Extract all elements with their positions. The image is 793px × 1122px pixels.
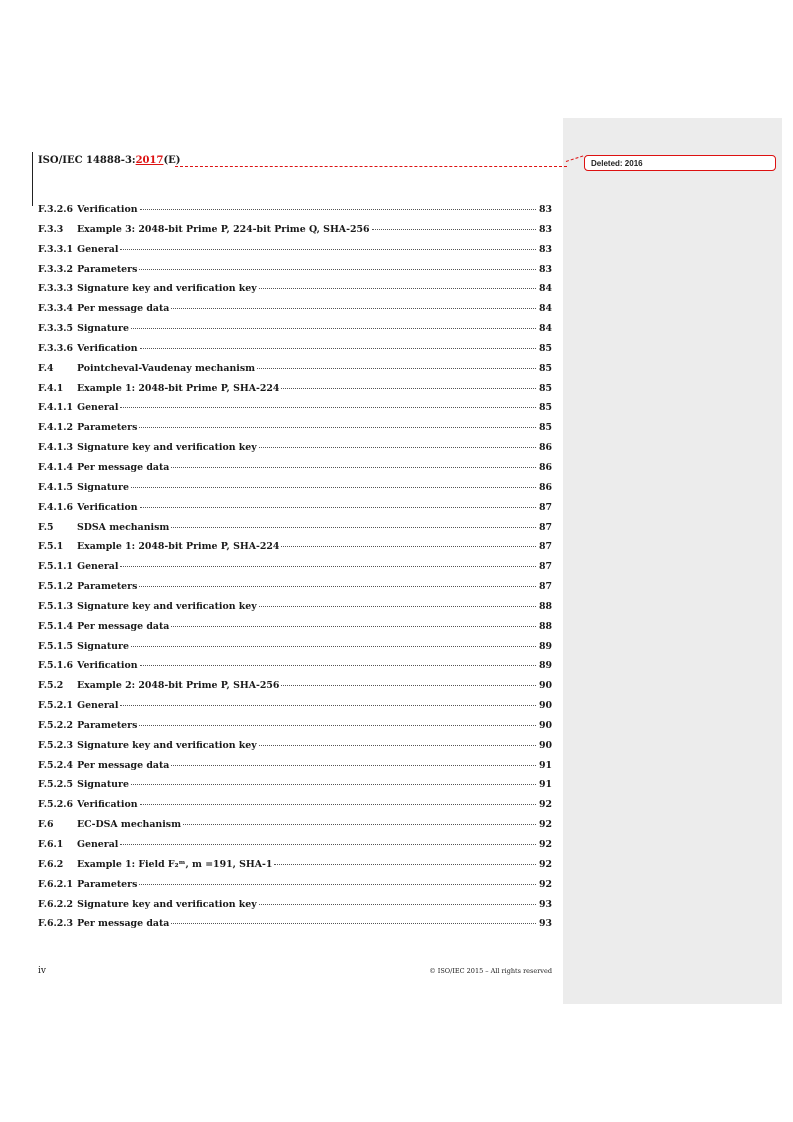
toc-entry-number: F.5.2.2 (38, 719, 74, 731)
toc-entry-number: F.6 (38, 819, 54, 831)
toc-entry-number: F.4.1.4 (38, 461, 74, 473)
toc-dot-leader (274, 864, 536, 865)
toc-entry[interactable] (38, 323, 552, 343)
toc-entry-page: 87 (538, 581, 552, 593)
toc-entry-number: F.4 (38, 362, 54, 374)
toc-entry-title: General (77, 402, 119, 414)
toc-entry-page: 84 (538, 283, 552, 295)
header-inserted-year[interactable]: 2017 (135, 155, 164, 166)
toc-entry-title: Example 3: 2048-bit Prime P, 224-bit Prime Q, SHA-256 (77, 223, 370, 235)
toc-entry-number: F.5.2.5 (38, 779, 74, 791)
toc-dot-leader (281, 388, 536, 389)
toc-entry-page: 85 (538, 422, 552, 434)
toc-entry-title: Parameters (77, 422, 138, 434)
toc-entry-title: Per message data (77, 918, 170, 930)
toc-entry-page: 92 (538, 878, 552, 890)
toc-entry-number: F.5.2 (38, 680, 64, 692)
toc-entry-page: 85 (538, 382, 552, 394)
toc-entry-title: Signature key and verification key (77, 600, 257, 612)
toc-dot-leader (259, 904, 536, 905)
toc-entry[interactable] (38, 799, 552, 819)
toc-entry-number: F.3.3 (38, 223, 64, 235)
toc-entry-number: F.5.1 (38, 541, 64, 553)
toc-entry-page: 90 (538, 739, 552, 751)
toc-dot-leader (120, 844, 536, 845)
toc-entry-number: F.3.3.2 (38, 263, 74, 275)
toc-entry-page: 85 (538, 402, 552, 414)
toc-entry-title: SDSA mechanism (77, 521, 170, 533)
toc-entry[interactable] (38, 859, 552, 879)
toc-entry-number: F.4.1.5 (38, 481, 74, 493)
toc-entry-page: 83 (538, 263, 552, 275)
toc-dot-leader (140, 348, 536, 349)
toc-entry-page: 87 (538, 541, 552, 553)
toc-entry-page: 92 (538, 819, 552, 831)
header-suffix: (E) (163, 155, 181, 166)
toc-entry-number: F.5.2.3 (38, 739, 74, 751)
toc-dot-leader (281, 685, 536, 686)
toc-entry-title: Parameters (77, 581, 138, 593)
toc-entry-number: F.5.1.3 (38, 600, 74, 612)
toc-entry-title: Example 2: 2048-bit Prime P, SHA-256 (77, 680, 280, 692)
toc-entry-number: F.3.3.1 (38, 243, 74, 255)
toc-dot-leader (120, 566, 536, 567)
toc-entry[interactable] (38, 720, 552, 740)
toc-entry[interactable] (38, 522, 552, 542)
toc-entry-page: 90 (538, 700, 552, 712)
toc-entry-page: 86 (538, 481, 552, 493)
toc-entry-page: 89 (538, 660, 552, 672)
toc-dot-leader (171, 923, 536, 924)
toc-entry-number: F.6.1 (38, 839, 64, 850)
toc-dot-leader (140, 209, 536, 210)
toc-entry-page: 91 (538, 759, 552, 771)
toc-entry-page: 93 (538, 918, 552, 930)
toc-entry-title: Example 1: Field F₂ᵐ, m =191, SHA-1 (77, 858, 273, 870)
toc-entry-page: 87 (538, 561, 552, 573)
toc-entry-title: Per message data (77, 620, 170, 632)
toc-entry-page: 87 (538, 501, 552, 513)
toc-entry[interactable] (38, 462, 552, 482)
toc-entry[interactable] (38, 879, 552, 899)
toc-entry-title: Example 1: 2048-bit Prime P, SHA-224 (77, 382, 280, 394)
toc-entry[interactable] (38, 621, 552, 641)
toc-entry-page: 84 (538, 303, 552, 315)
toc-entry[interactable] (38, 819, 552, 839)
toc-entry-number: F.4.1.3 (38, 442, 74, 454)
page-number: iv (38, 966, 46, 976)
toc-entry-title: Signature key and verification key (77, 442, 257, 454)
toc-dot-leader (139, 884, 536, 885)
toc-entry-number: F.4.1 (38, 382, 64, 394)
toc-entry-page: 90 (538, 680, 552, 692)
toc-entry-page: 90 (538, 719, 552, 731)
toc-entry[interactable] (38, 402, 552, 422)
toc-entry-title: Signature (77, 323, 129, 335)
toc-entry[interactable] (38, 760, 552, 780)
toc-entry[interactable] (38, 482, 552, 502)
toc-dot-leader (183, 824, 536, 825)
toc-dot-leader (120, 249, 536, 250)
toc-entry[interactable] (38, 264, 552, 284)
toc-dot-leader (257, 368, 536, 369)
toc-entry-title: Parameters (77, 719, 138, 731)
toc-entry[interactable] (38, 343, 552, 363)
deleted-comment-balloon[interactable] (584, 155, 776, 171)
toc-entry-title: General (77, 561, 119, 573)
toc-dot-leader (140, 665, 536, 666)
toc-entry-page: 87 (538, 521, 552, 533)
toc-entry-number: F.4.1.2 (38, 422, 74, 434)
toc-entry-number: F.4.1.1 (38, 402, 74, 414)
toc-entry-title: Signature (77, 779, 129, 791)
toc-entry-page: 85 (538, 362, 552, 374)
toc-entry-number: F.3.3.4 (38, 303, 74, 315)
toc-entry-number: F.5.2.1 (38, 700, 74, 712)
toc-entry[interactable] (38, 899, 552, 919)
toc-entry-number: F.6.2.3 (38, 918, 74, 930)
toc-entry-title: Verification (77, 799, 138, 811)
toc-entry-title: Verification (77, 660, 138, 672)
header-prefix: ISO/IEC 14888-3: (38, 155, 136, 166)
toc-entry-title: Verification (77, 501, 138, 513)
toc-entry-title: General (77, 243, 119, 255)
toc-dot-leader (171, 765, 536, 766)
toc-entry-page: 83 (538, 243, 552, 255)
comment-value: 2016 (624, 159, 643, 168)
toc-entry[interactable] (38, 442, 552, 462)
toc-entry[interactable] (38, 541, 552, 561)
toc-entry-title: Pointcheval-Vaudenay mechanism (77, 362, 256, 374)
toc-entry-number: F.3.3.5 (38, 323, 74, 335)
comment-leader-line (175, 166, 567, 167)
toc-entry-number: F.5.1.5 (38, 640, 74, 652)
toc-entry-title: Signature key and verification key (77, 898, 257, 910)
toc-dot-leader (171, 527, 536, 528)
toc-dot-leader (140, 804, 536, 805)
toc-entry[interactable] (38, 779, 552, 799)
document-header (38, 155, 181, 166)
toc-entry-title: Per message data (77, 461, 170, 473)
toc-entry-number: F.3.3.3 (38, 283, 74, 295)
toc-dot-leader (259, 745, 536, 746)
toc-dot-leader (139, 427, 536, 428)
toc-entry-page: 92 (538, 839, 552, 850)
toc-entry[interactable] (38, 700, 552, 720)
toc-dot-leader (139, 269, 536, 270)
toc-entry[interactable] (38, 422, 552, 442)
toc-dot-leader (171, 467, 536, 468)
toc-dot-leader (131, 487, 536, 488)
toc-entry-number: F.5.1.4 (38, 620, 74, 632)
toc-dot-leader (139, 586, 536, 587)
toc-entry-number: F.3.3.6 (38, 342, 74, 354)
toc-dot-leader (281, 546, 536, 547)
toc-dot-leader (140, 507, 536, 508)
toc-entry-page: 91 (538, 779, 552, 791)
toc-entry-title: Per message data (77, 759, 170, 771)
toc-entry[interactable] (38, 502, 552, 522)
toc-entry[interactable] (38, 601, 552, 621)
toc-entry[interactable] (38, 244, 552, 264)
toc-entry[interactable] (38, 680, 552, 700)
toc-dot-leader (120, 407, 536, 408)
toc-entry-number: F.5.1.1 (38, 561, 74, 573)
toc-entry-number: F.6.2.1 (38, 878, 74, 890)
toc-entry[interactable] (38, 383, 552, 403)
toc-entry-title: General (77, 700, 119, 712)
toc-entry-number: F.5.2.6 (38, 799, 74, 811)
toc-entry-title: General (77, 839, 119, 850)
toc-entry-page: 86 (538, 442, 552, 454)
toc-entry[interactable] (38, 204, 552, 224)
toc-entry-title: Signature (77, 481, 129, 493)
toc-entry-number: F.3.2.6 (38, 204, 74, 215)
table-of-contents (38, 204, 552, 938)
toc-entry[interactable] (38, 660, 552, 680)
toc-entry-page: 92 (538, 858, 552, 870)
toc-dot-leader (131, 646, 536, 647)
toc-dot-leader (171, 308, 536, 309)
toc-dot-leader (259, 288, 536, 289)
toc-entry-title: Per message data (77, 303, 170, 315)
comment-pane (563, 118, 782, 1004)
toc-entry-title: Example 1: 2048-bit Prime P, SHA-224 (77, 541, 280, 553)
toc-entry-number: F.5 (38, 521, 54, 533)
toc-entry[interactable] (38, 918, 552, 938)
toc-entry-title: Parameters (77, 263, 138, 275)
toc-entry-number: F.4.1.6 (38, 501, 74, 513)
toc-dot-leader (139, 725, 536, 726)
toc-entry-number: F.6.2.2 (38, 898, 74, 910)
toc-entry[interactable] (38, 581, 552, 601)
toc-entry-page: 86 (538, 461, 552, 473)
toc-entry[interactable] (38, 224, 552, 244)
copyright-notice: © ISO/IEC 2015 – All rights reserved (429, 967, 552, 975)
toc-entry-title: Signature key and verification key (77, 283, 257, 295)
toc-entry-number: F.5.1.2 (38, 581, 74, 593)
toc-entry[interactable] (38, 740, 552, 760)
toc-dot-leader (259, 606, 536, 607)
toc-entry-page: 88 (538, 600, 552, 612)
change-bar (32, 152, 33, 206)
toc-dot-leader (131, 328, 536, 329)
toc-entry[interactable] (38, 641, 552, 661)
toc-entry-title: EC-DSA mechanism (77, 819, 181, 831)
toc-entry-page: 85 (538, 342, 552, 354)
toc-entry-page: 83 (538, 204, 552, 215)
toc-dot-leader (259, 447, 536, 448)
toc-entry-number: F.6.2 (38, 858, 64, 870)
toc-entry-title: Verification (77, 204, 138, 215)
toc-entry-title: Verification (77, 342, 138, 354)
toc-entry-page: 88 (538, 620, 552, 632)
toc-entry[interactable] (38, 303, 552, 323)
toc-entry-page: 84 (538, 323, 552, 335)
toc-entry-page: 92 (538, 799, 552, 811)
toc-entry-page: 93 (538, 898, 552, 910)
toc-entry-number: F.5.2.4 (38, 759, 74, 771)
toc-entry-title: Parameters (77, 878, 138, 890)
toc-entry-page: 83 (538, 223, 552, 235)
toc-entry[interactable] (38, 363, 552, 383)
toc-entry-page: 89 (538, 640, 552, 652)
comment-label: Deleted: (591, 159, 623, 168)
toc-entry[interactable] (38, 283, 552, 303)
toc-entry-title: Signature key and verification key (77, 739, 257, 751)
toc-dot-leader (171, 626, 536, 627)
toc-dot-leader (372, 229, 536, 230)
toc-entry[interactable] (38, 839, 552, 859)
toc-entry-title: Signature (77, 640, 129, 652)
toc-dot-leader (120, 705, 536, 706)
toc-entry[interactable] (38, 561, 552, 581)
toc-dot-leader (131, 784, 536, 785)
toc-entry-number: F.5.1.6 (38, 660, 74, 672)
